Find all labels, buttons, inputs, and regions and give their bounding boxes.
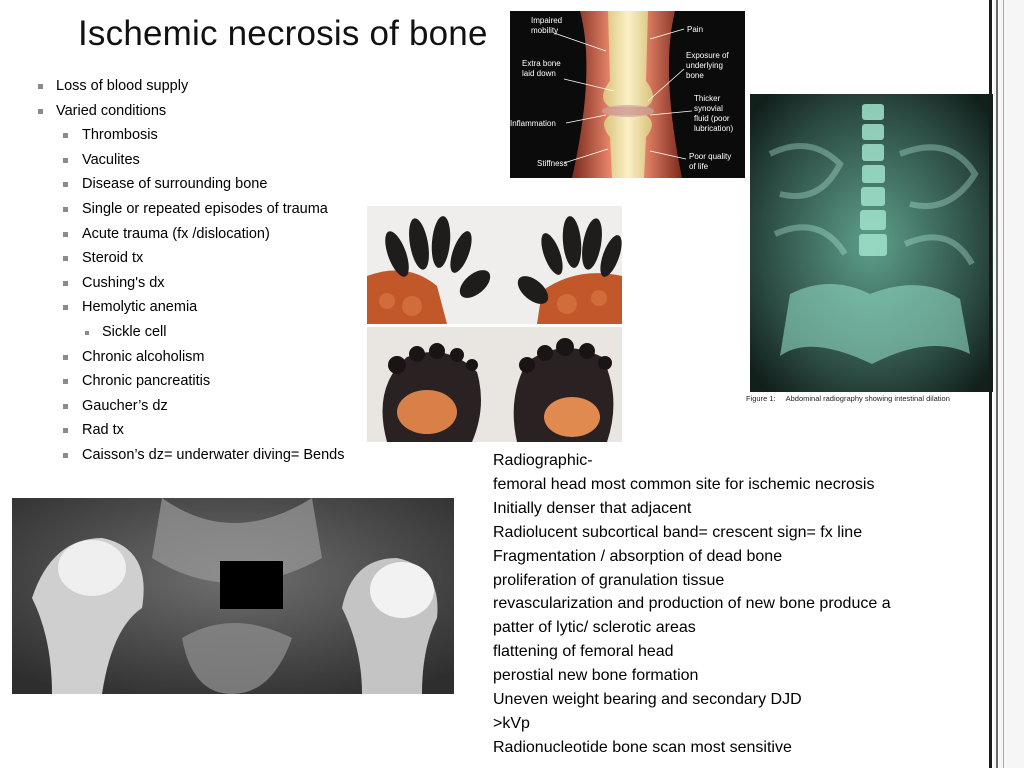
joint-anatomy-diagram	[510, 11, 745, 178]
bullet-item: Thrombosis	[36, 123, 345, 148]
findings-line: proliferation of granulation tissue	[493, 571, 725, 589]
label-quality: Poor quality of life	[689, 152, 732, 171]
bullet-list	[36, 74, 345, 468]
caption-figure-number: Figure 1:	[746, 394, 776, 403]
bullet-item: Hemolytic anemia	[36, 295, 345, 320]
necrotic-feet-photo	[367, 327, 622, 442]
label-inflammation: Inflammation	[510, 119, 556, 128]
redaction-box	[220, 561, 283, 609]
edge-line	[1003, 0, 1004, 768]
edge-line	[989, 0, 992, 768]
label-pain: Pain	[687, 25, 704, 34]
bullet-item: Gaucher’s dz	[36, 394, 345, 419]
findings-line: femoral head most common site for ischemic necrosis	[493, 475, 875, 493]
findings-line: flattening of femoral head	[493, 643, 674, 661]
findings-line: perostial new bone formation	[493, 667, 699, 685]
caption-text: Abdominal radiography showing intestinal dilation	[785, 394, 950, 403]
radiographic-findings	[493, 449, 891, 760]
hip-radiograph	[12, 498, 454, 694]
findings-line: Radiolucent subcortical band= crescent sign= fx line	[493, 523, 863, 541]
slide-title: Ischemic necrosis of bone	[78, 14, 488, 53]
bullet-item: Rad tx	[36, 418, 345, 443]
findings-line: Initially denser that adjacent	[493, 499, 692, 517]
label-synovial: Thicker synovial fluid (poor lubrication)	[694, 94, 734, 133]
bullet-item: Varied conditions	[36, 99, 345, 124]
findings-line: Radionucleotide bone scan most sensitive	[493, 738, 792, 756]
bullet-item: Cushing's dx	[36, 271, 345, 296]
right-edge-decoration	[994, 0, 1024, 768]
edge-line	[996, 0, 998, 768]
findings-line: >kVp	[493, 714, 530, 732]
bullet-item: Steroid tx	[36, 246, 345, 271]
findings-line: patter of lytic/ sclerotic areas	[493, 619, 696, 637]
findings-line: Uneven weight bearing and secondary DJD	[493, 691, 802, 709]
bullet-item: Chronic pancreatitis	[36, 369, 345, 394]
bullet-item: Caisson’s dz= underwater diving= Bends	[36, 443, 345, 468]
findings-line: Fragmentation / absorption of dead bone	[493, 547, 783, 565]
findings-heading: Radiographic-	[493, 452, 593, 469]
bullet-item: Single or repeated episodes of trauma	[36, 197, 345, 222]
radiograph-caption	[746, 394, 960, 403]
bullet-item: Vaculites	[36, 148, 345, 173]
label-impaired-mobility: Impaired mobility	[531, 16, 563, 35]
bullet-item: Acute trauma (fx /dislocation)	[36, 222, 345, 247]
bullet-item: Chronic alcoholism	[36, 345, 345, 370]
label-stiffness: Stiffness	[537, 159, 568, 168]
bullet-item: Sickle cell	[36, 320, 345, 345]
abdominal-radiograph	[750, 94, 993, 392]
label-exposure: Exposure of underlying bone	[686, 51, 729, 80]
bullet-item: Loss of blood supply	[36, 74, 345, 99]
label-extra-bone: Extra bone laid down	[522, 59, 561, 78]
necrotic-hands-photo	[367, 206, 622, 324]
bullet-item: Disease of surrounding bone	[36, 172, 345, 197]
findings-line: revascularization and production of new bone produce a	[493, 595, 891, 613]
